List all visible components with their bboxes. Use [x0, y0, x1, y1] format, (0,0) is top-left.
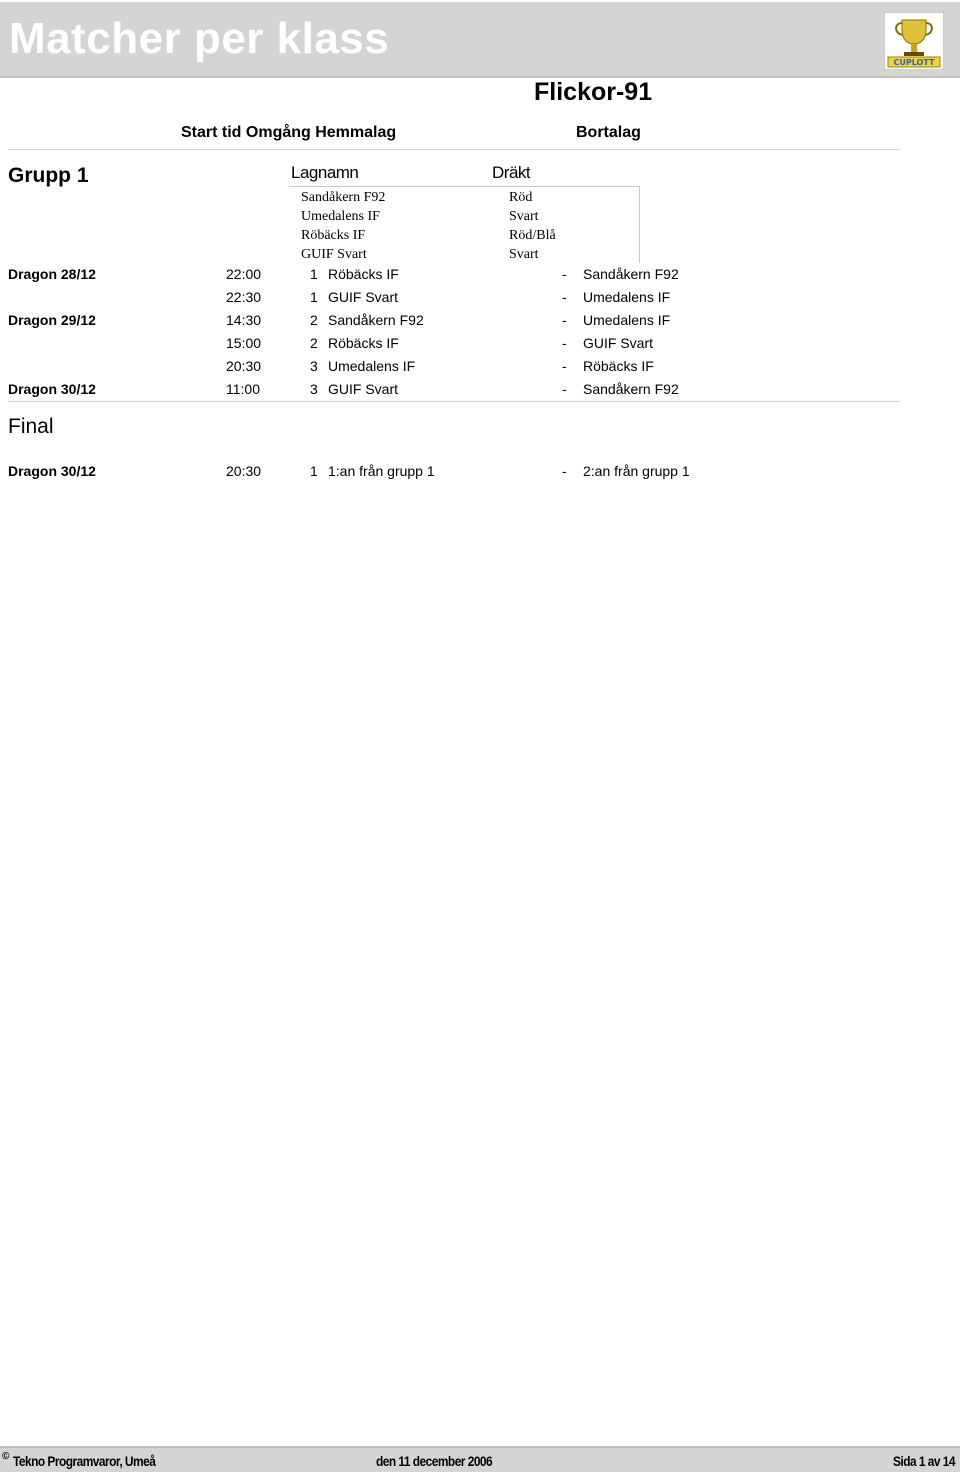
team-name: Umedalens IF: [301, 209, 380, 224]
class-name: Flickor-91: [534, 78, 653, 106]
copyright-mark: ©: [2, 1451, 10, 1462]
team-name: Sandåkern F92: [301, 190, 386, 205]
match-venue: Dragon 29/12: [8, 312, 96, 328]
match-venue: Dragon 30/12: [8, 463, 96, 479]
match-venue: Dragon 30/12: [8, 381, 96, 397]
match-round: 1: [310, 463, 318, 479]
team-kit: Röd/Blå: [509, 228, 556, 243]
group-title: Grupp 1: [8, 164, 89, 187]
match-time: 14:30: [226, 312, 262, 328]
match-home-team: GUIF Svart: [328, 381, 399, 397]
match-away-team: 2:an från grupp 1: [583, 463, 690, 479]
header-divider: [8, 149, 900, 150]
match-venue: Dragon 28/12: [8, 266, 96, 282]
match-time: 22:30: [226, 289, 262, 305]
page-title: Matcher per klass: [9, 14, 390, 63]
match-round: 3: [310, 381, 318, 397]
match-away-team: Umedalens IF: [583, 289, 671, 305]
match-round: 2: [310, 312, 318, 328]
svg-text:CUPLOTT: CUPLOTT: [893, 58, 935, 67]
match-home-team: GUIF Svart: [328, 289, 399, 305]
column-header-start-round-home: Start tid Omgång Hemmalag: [181, 124, 397, 141]
match-time: 15:00: [226, 335, 262, 351]
match-away-team: Sandåkern F92: [583, 266, 679, 282]
column-header-away: Bortalag: [576, 124, 641, 141]
team-table-header-kit: Dräkt: [492, 163, 531, 182]
match-home-team: Sandåkern F92: [328, 312, 424, 328]
match-separator: -: [562, 463, 567, 479]
match-round: 1: [310, 289, 318, 305]
team-name: Röbäcks IF: [301, 228, 366, 243]
team-name: GUIF Svart: [301, 247, 367, 262]
footer-date: den 11 december 2006: [376, 1453, 493, 1469]
footer-page-number: Sida 1 av 14: [893, 1453, 956, 1469]
trophy-cup-logo-icon: [884, 12, 944, 70]
match-away-team: GUIF Svart: [583, 335, 654, 351]
team-kit: Röd: [509, 190, 533, 205]
match-away-team: Röbäcks IF: [583, 358, 654, 374]
match-separator: -: [562, 358, 567, 374]
match-separator: -: [562, 289, 567, 305]
match-round: 2: [310, 335, 318, 351]
match-separator: -: [562, 381, 567, 397]
footer-company: Tekno Programvaror, Umeå: [13, 1453, 156, 1469]
match-separator: -: [562, 335, 567, 351]
match-away-team: Sandåkern F92: [583, 381, 679, 397]
team-kit: Svart: [509, 209, 539, 224]
team-table-header-name: Lagnamn: [291, 163, 359, 182]
team-kit: Svart: [509, 247, 539, 262]
match-separator: -: [562, 312, 567, 328]
match-away-team: Umedalens IF: [583, 312, 671, 328]
group-divider: [8, 401, 900, 402]
match-time: 20:30: [226, 463, 262, 479]
match-round: 1: [310, 266, 318, 282]
page-footer: [0, 1446, 960, 1472]
match-time: 20:30: [226, 358, 262, 374]
final-title: Final: [8, 415, 54, 438]
match-time: 11:00: [226, 381, 260, 397]
match-home-team: 1:an från grupp 1: [328, 463, 435, 479]
match-round: 3: [310, 358, 318, 374]
match-home-team: Röbäcks IF: [328, 335, 399, 351]
match-home-team: Röbäcks IF: [328, 266, 399, 282]
header-banner: [0, 2, 960, 78]
match-time: 22:00: [226, 266, 262, 282]
match-separator: -: [562, 266, 567, 282]
match-home-team: Umedalens IF: [328, 358, 416, 374]
